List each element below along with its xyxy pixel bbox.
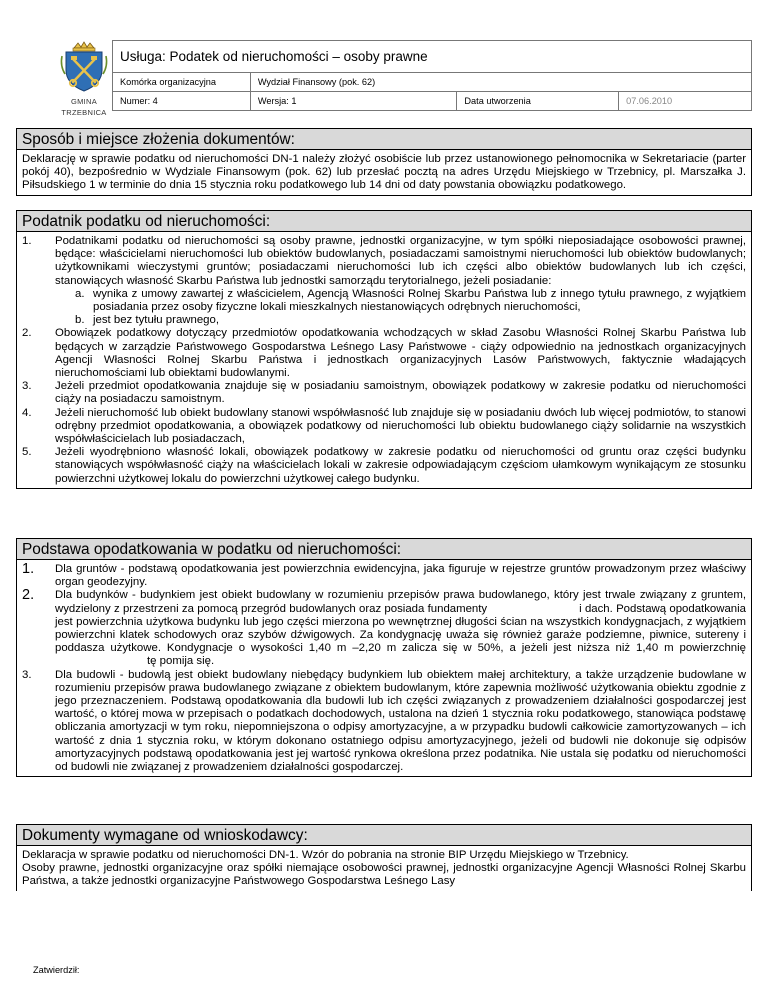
created-value: 07.06.2010	[619, 92, 752, 111]
required-documents-para2: Osoby prawne, jednostki organizacyjne oraz spółki niemające osobowości prawnej, jednostki organizacyjne Agencji Własności Rolnej Skarbu Państwa, a także jednostki organizacyjne Państwowego Gospodarstwa Leśnego Lasy	[22, 862, 746, 888]
section-submission-text: Deklarację w sprawie podatku od nieruchomości DN-1 należy złożyć osobiście lub przez ustanowionego pełnomocnika w Sekretariacie (parter pokój 40), bezpośrednio w Wydziale Finansowym (pok. 62) lub przesłać pocztą na adres Urzędu Miejskiego w Trzebnicy, pl. Marszałka J. Piłsudskiego 1 w terminie do dnia 15 stycznia roku podatkowego lub 14 dni od daty powstania obowiązku podatkowego.	[22, 153, 746, 192]
approved-by-label: Zatwierdził:	[33, 965, 80, 975]
subitem-text: jest bez tytułu prawnego,	[93, 314, 220, 327]
logo-caption-line2: TRZEBNICA	[61, 107, 107, 117]
item-text: Dla gruntów - podstawą opodatkowania jest powierzchnia ewidencyjna, jaka figuruje w rejestrze gruntów prowadzonym przez właściwy organ geodezyjny.	[55, 563, 746, 589]
coat-of-arms-icon	[58, 40, 110, 92]
number-label: Numer: 4	[113, 92, 251, 111]
service-header-table	[112, 40, 752, 111]
list-item	[22, 327, 746, 380]
org-unit-label: Komórka organizacyjna	[113, 73, 251, 92]
item-text: Jeżeli wyodrębniono własność lokali, obowiązek podatkowy w zakresie podatku od nieruchomości od gruntu oraz części budynku stanowiących współwłasność ciąży na właścicielach lokali w zakresie odpowiadającym częściom ułamkowym wynikającym ze stosunku powierzchni użytkowej lokalu do powierzchni użytkowej całego budynku.	[55, 446, 746, 485]
list-subitem	[55, 288, 746, 314]
required-documents-para1: Deklaracja w sprawie podatku od nieruchomości DN-1. Wzór do pobrania na stronie BIP Urzędu Miejskiego w Trzebnicy.	[22, 849, 629, 861]
section-taxpayer-title: Podatnik podatku od nieruchomości:	[17, 211, 751, 232]
item-text: Jeżeli przedmiot opodatkowania znajduje się w posiadaniu samoistnym, obowiązek podatkowy w zakresie podatku od nieruchomości ciąży na posiadaczu samoistnym.	[55, 380, 746, 406]
item-number: 3.	[22, 668, 32, 681]
subitem-letter: a.	[75, 287, 85, 300]
service-title: Usługa: Podatek od nieruchomości – osoby prawne	[113, 41, 752, 73]
org-unit-value: Wydział Finansowy (pok. 62)	[250, 73, 751, 92]
item-text: Dla budowli - budowlą jest obiekt budowlany niebędący budynkiem lub obiektem małej architektury, a także urządzenie budowlane w rozumieniu przepisów prawa budowlanego związane z obiektem budowlanym, które zapewnia możliwość użytkowania obiektu zgodnie z jego przeznaczeniem. Podstawą opodatkowania dla budowli lub ich części związanych z prowadzeniem działalności gospodarczej jest wartość, o której mowa w przepisach o podatkach dochodowych, ustalona na dzień 1 stycznia roku podatkowego, stanowiąca podstawę obliczania amortyzacji w tym roku, niepomniejszona o odpisy amortyzacyjne, a w przypadku budowli całkowicie zamortyzowanych – ich wartość z dnia 1 stycznia roku, w którym dokonano ostatniego odpisu amortyzacyjnego, jeżeli od budowli nie dokonuje się odpisów amortyzacyjnych podstawą opodatkowania jest jej wartość rynkowa określona przez podatnika. Nie ustala się podatku od nieruchomości od budowli nie związanej z prowadzeniem działalności gospodarczej.	[55, 668, 746, 774]
created-label: Data utworzenia	[457, 92, 619, 111]
section-tax-base-title: Podstawa opodatkowania w podatku od nieruchomości:	[17, 539, 751, 560]
item-text-part-b: i dach. Podstawą opodatkowania jest powierzchnia użytkowa budynku lub jego części mierzona po wewnętrznej długości ścian na wszystkich kondygnacjach, z wyjątkiem powierzchni klatek schodowych oraz szybów dźwigowych. Za kondygnację uważa się również garaże podziemne, piwnice, sutereny i poddasza użytkowe. Kondygnacje o wysokości 1,40 m –2,20 m zalicza się w 50%, a jeżeli jest niższa niż 1,40 m powierzchnię	[55, 602, 747, 655]
list-item	[22, 235, 746, 327]
item-number: 1.	[22, 561, 35, 577]
version-label: Wersja: 1	[250, 92, 457, 111]
item-number: 2.	[22, 327, 32, 340]
item-text: Jeżeli nieruchomość lub obiekt budowlany stanowi współwłasność lub znajduje się w posiadaniu dwóch lub więcej podmiotów, to stanowi odrębny przedmiot opodatkowania, a obowiązek podatkowy od nieruchomości lub obiektu budowlanego ciąży solidarnie na wszystkich współwłaścicielach lub posiadaczach,	[55, 406, 746, 446]
list-item	[22, 669, 746, 775]
subitem-letter: b.	[75, 314, 85, 327]
section-required-documents	[16, 824, 752, 891]
logo-caption-line1: GMINA	[70, 97, 98, 107]
item-text-part-a: Dla budynków - budynkiem jest obiekt budowlany w rozumieniu przepisów prawa budowlanego, który jest trwale związany z gruntem, wydzielony z przestrzeni za pomocą przegród budowlanych oraz posiada fundamenty	[55, 589, 746, 615]
item-number: 5.	[22, 446, 32, 459]
section-submission	[16, 128, 752, 196]
section-required-documents-title: Dokumenty wymagane od wnioskodawcy:	[17, 825, 751, 846]
item-number: 1.	[22, 235, 32, 247]
item-number: 3.	[22, 380, 32, 393]
list-subitem	[55, 314, 746, 327]
list-item	[22, 407, 746, 447]
item-number: 2.	[22, 587, 35, 604]
item-text-part-c: tę pomija się.	[147, 655, 215, 668]
subitem-text: wynika z umowy zawartej z właścicielem, Agencją Własności Rolnej Skarbu Państwa lub z innego tytułu prawnego, z wyjątkiem posiadania przez osoby fizyczne lokali mieszkalnych niestanowiących odrębnych nieruchomości,	[93, 287, 746, 314]
section-submission-title: Sposób i miejsce złożenia dokumentów:	[17, 129, 751, 150]
list-item	[22, 446, 746, 486]
municipality-logo	[58, 40, 110, 117]
item-number: 4.	[22, 406, 32, 419]
section-taxpayer	[16, 210, 752, 489]
list-item	[22, 589, 746, 668]
list-item	[22, 563, 746, 589]
section-tax-base	[16, 538, 752, 777]
item-text: Obowiązek podatkowy dotyczący przedmiotów opodatkowania wchodzących w skład Zasobu Własności Rolnej Skarbu Państwa lub będących w zarządzie Państwowego Gospodarstwa Leśnego Lasy Państwowe - ciąży odpowiednio na jednostkach organizacyjnych Agencji Własności Rolnej Skarbu Państwa i jednostkach organizacyjnych Lasów Państwowych, faktycznie władających nieruchomościami lub obiektami budowlanymi.	[55, 327, 746, 380]
list-item	[22, 380, 746, 406]
item-text: Podatnikami podatku od nieruchomości są osoby prawne, jednostki organizacyjne, w tym spółki nieposiadające osobowości prawnej, będące: właścicielami nieruchomości lub obiektów budowlanych, posiadaczami samoistnymi nieruchomości lub obiektów budowlanych; użytkownikami wieczystymi gruntów; posiadaczami nieruchomości lub ich części albo obiektów budowlanych lub ich części, stanowiących własność Skarbu Państwa lub jednostki samorządu terytorialnego, jeżeli posiadanie:	[55, 235, 746, 287]
